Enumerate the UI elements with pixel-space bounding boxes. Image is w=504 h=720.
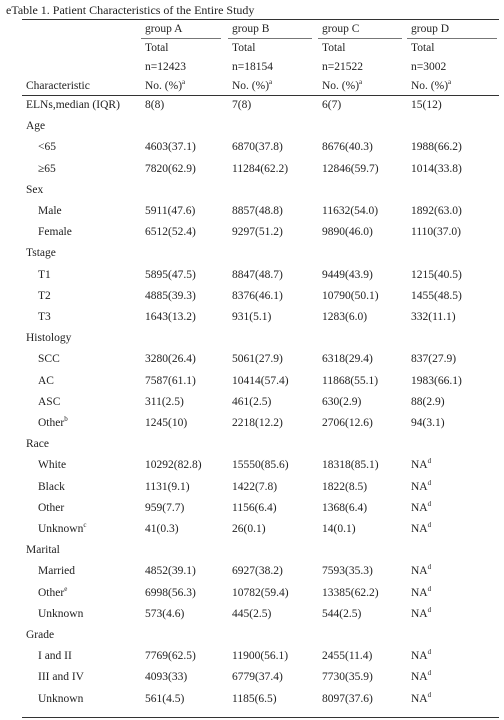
group-a-rule [141,38,221,39]
table-cell: 1455(48.5) [411,290,462,302]
table-cell: 11284(62.2) [232,163,289,175]
group-b-rule [228,38,312,39]
total-label-d: Total [411,42,435,54]
table-cell: 4093(33) [145,671,188,683]
table-cell: 1245(10) [145,417,188,429]
row-label: Married [38,565,76,577]
table-cell: 1422(7.8) [232,481,278,493]
row-label: <65 [38,141,56,153]
top-rule [22,19,499,20]
total-label-c: Total [322,42,346,54]
group-b-header: group B [232,23,270,35]
section-label: Grade [26,629,55,641]
characteristic-header: Characteristic [26,80,90,92]
table-cell: 1283(6.0) [322,311,368,323]
table-cell: 6779(37.4) [232,671,283,683]
row-label: AC [38,375,54,387]
table-cell: $NA^d$ [411,479,432,493]
table-cell: 1156(6.4) [232,502,277,514]
row-label: Other [38,502,65,514]
row-label: Black [38,481,65,493]
table-cell: 8857(48.8) [232,205,283,217]
table-cell: 1215(40.5) [411,269,462,281]
row-label: T2 [38,290,51,302]
table-cell: 1983(66.1) [411,375,462,387]
unit-header-c: No. (%)$^a$ [322,78,363,92]
table-cell: $NA^d$ [411,648,432,662]
table-cell: 8097(37.6) [322,693,373,705]
table-cell: 6(7) [322,99,342,111]
section-label: Sex [26,184,44,196]
table-cell: 94(3.1) [411,417,445,429]
table-cell: 3280(26.4) [145,353,196,365]
table-cell: 11868(55.1) [322,375,379,387]
unit-header-a: No. (%)$^a$ [145,78,186,92]
table-cell: 18318(85.1) [322,459,379,471]
table-cell: 15550(85.6) [232,459,289,471]
table-cell: 461(2.5) [232,396,272,408]
bottom-rule [22,717,499,718]
table-cell: 88(2.9) [411,396,445,408]
table-cell: 26(0.1) [232,523,266,535]
row-label: Other$^b$ [38,415,68,429]
table-cell: 5911(47.6) [145,205,196,217]
table-cell: 8847(48.7) [232,269,283,281]
table-cell: 445(2.5) [232,608,272,620]
row-label: Male [38,205,62,217]
table-cell: 959(7.7) [145,502,185,514]
table-cell: 931(5.1) [232,311,272,323]
group-d-header: group D [411,23,450,35]
row-label: Unknown$^c$ [38,521,87,535]
table-cell: 1368(6.4) [322,502,368,514]
table-cell: $NA^d$ [411,669,432,683]
unit-header-d: No. (%)$^a$ [411,78,452,92]
row-label: I and II [38,650,72,662]
table-cell: 13385(62.2) [322,587,379,599]
section-label: Marital [26,544,60,556]
table-cell: 561(4.5) [145,693,185,705]
header-rule [22,95,499,96]
table-cell: 1185(6.5) [232,693,277,705]
table-cell: 7(8) [232,99,252,111]
group-a-header: group A [145,23,183,35]
n-group-b: n=18154 [232,61,273,73]
table-cell: 630(2.9) [322,396,362,408]
table-cell: 15(12) [411,99,442,111]
table-cell: 1643(13.2) [145,311,196,323]
row-label: Unknown [38,608,84,620]
section-label: Histology [26,332,72,344]
table-cell: 544(2.5) [322,608,362,620]
table-cell: 573(4.6) [145,608,185,620]
table-cell: $NA^d$ [411,563,432,577]
table-cell: $NA^d$ [411,500,432,514]
table-cell: 12846(59.7) [322,163,379,175]
table-cell: 1822(8.5) [322,481,368,493]
table-cell: 2455(11.4) [322,650,373,662]
n-group-a: n=12423 [145,61,186,73]
table-cell: 2218(12.2) [232,417,283,429]
table-cell: 6870(37.8) [232,141,283,153]
table-cell: 10414(57.4) [232,375,289,387]
table-cell: 7593(35.3) [322,565,373,577]
table-cell: 5895(47.5) [145,269,196,281]
table-cell: 7820(62.9) [145,163,196,175]
n-group-d: n=3002 [411,61,447,73]
table-cell: 9449(43.9) [322,269,373,281]
table-cell: 1131(9.1) [145,481,190,493]
table-cell: 9890(46.0) [322,226,373,238]
group-c-rule [318,38,402,39]
table-cell: 11900(56.1) [232,650,289,662]
table-cell: 8376(46.1) [232,290,283,302]
table-cell: 10292(82.8) [145,459,202,471]
table-cell: 8(8) [145,99,165,111]
table-cell: 41(0.3) [145,523,179,535]
table-cell: 10790(50.1) [322,290,379,302]
table-cell: $NA^d$ [411,521,432,535]
table-cell: 5061(27.9) [232,353,283,365]
row-label: T3 [38,311,51,323]
row-label: ≥65 [38,163,56,175]
table-cell: 1988(66.2) [411,141,462,153]
table-cell: 6512(52.4) [145,226,196,238]
table-cell: $NA^d$ [411,691,432,705]
table-cell: 8676(40.3) [322,141,373,153]
table-cell: 6998(56.3) [145,587,196,599]
row-label: Unknown [38,693,84,705]
group-c-header: group C [322,23,360,35]
table-cell: $NA^d$ [411,606,432,620]
table-cell: 7730(35.9) [322,671,373,683]
table-cell: 10782(59.4) [232,587,289,599]
total-label-b: Total [232,42,256,54]
table-cell: 4603(37.1) [145,141,196,153]
table-cell: 4885(39.3) [145,290,196,302]
table-title: eTable 1. Patient Characteristics of the Entire Study [6,3,255,17]
table-cell: 9297(51.2) [232,226,283,238]
table-cell: 332(11.1) [411,311,456,323]
table-cell: 837(27.9) [411,353,457,365]
section-label: Tstage [26,247,56,259]
section-label: Age [26,120,46,132]
row-label: T1 [38,269,51,281]
table-cell: 2706(12.6) [322,417,373,429]
unit-header-b: No. (%)$^a$ [232,78,273,92]
group-d-rule [407,38,497,39]
table-cell: 1110(37.0) [411,226,461,238]
table-cell: 6318(29.4) [322,353,373,365]
table-cell: 7769(62.5) [145,650,196,662]
table-cell: 1892(63.0) [411,205,462,217]
table-cell: 1014(33.8) [411,163,462,175]
section-label: Race [26,438,49,450]
row-label: ASC [38,396,61,408]
table-cell: $NA^d$ [411,457,432,471]
table-cell: 4852(39.1) [145,565,196,577]
row-label: White [38,459,67,471]
table-cell: 311(2.5) [145,396,184,408]
row-label: Female [38,226,72,238]
row-label: SCC [38,353,60,365]
n-group-c: n=21522 [322,61,363,73]
total-label-a: Total [145,42,169,54]
table-cell: $NA^d$ [411,585,432,599]
table-cell: 7587(61.1) [145,375,196,387]
table-cell: 11632(54.0) [322,205,379,217]
row-label: III and IV [38,671,84,683]
table-cell: 6927(38.2) [232,565,283,577]
row-label: Other$^e$ [38,585,68,599]
table-cell: 14(0.1) [322,523,356,535]
row-label: ELNs,median (IQR) [26,99,120,111]
